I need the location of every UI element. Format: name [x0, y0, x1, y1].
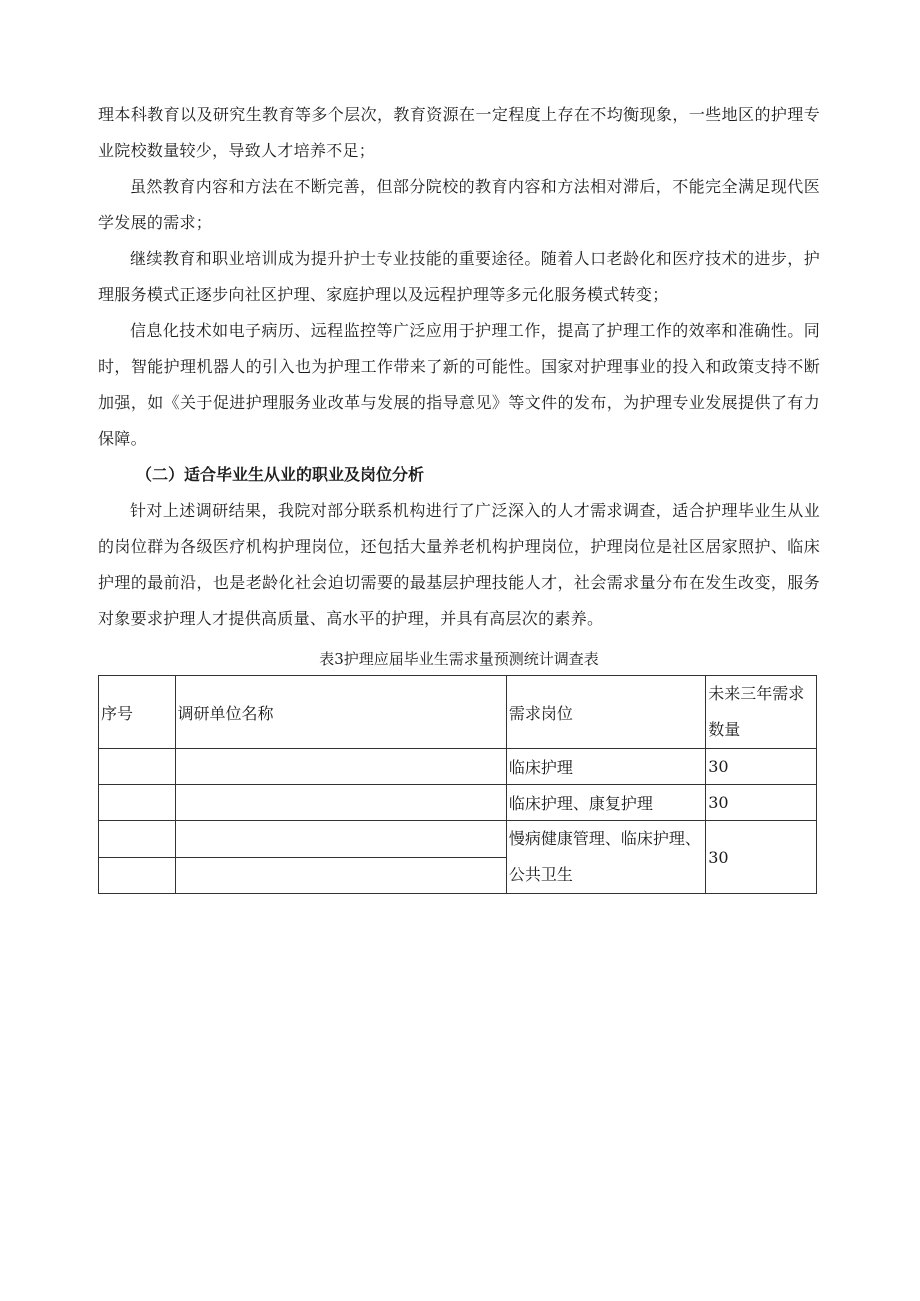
- cell-post: 慢病健康管理、临床护理、公共卫生: [506, 821, 705, 894]
- paragraph-continuing-education: 继续教育和职业培训成为提升护士专业技能的重要途径。随着人口老龄化和医疗技术的进步，护理服务模式正逐步向社区护理、家庭护理以及远程护理等多元化服务模式转变；: [98, 249, 820, 304]
- cell-quantity: 30: [706, 785, 817, 821]
- cell-quantity: 30: [706, 821, 817, 894]
- header-no: 序号: [99, 676, 176, 749]
- cell-unit-name: [175, 785, 506, 821]
- cell-no: [99, 749, 176, 785]
- cell-post: 临床护理、康复护理: [506, 785, 705, 821]
- table-row: [99, 749, 817, 785]
- paragraph-education-levels: 理本科教育以及研究生教育等多个层次，教育资源在一定程度上存在不均衡现象，一些地区的护理专业院校数量较少，导致人才培养不足；: [98, 105, 820, 160]
- table-row: [99, 785, 817, 821]
- header-post: 需求岗位: [506, 676, 705, 749]
- paragraph-survey-results: 针对上述调研结果，我院对部分联系机构进行了广泛深入的人才需求调查，适合护理毕业生从业的岗位群为各级医疗机构护理岗位，还包括大量养老机构护理岗位，护理岗位是社区居家照护、临床护理的最前沿，也是老龄化社会迫切需要的最基层护理技能人才，社会需求量分布在发生改变，服务对象要求护理人才提供高质量、高水平的护理，并具有高层次的素养。: [98, 501, 820, 628]
- cell-quantity: 30: [706, 749, 817, 785]
- header-unit-name: 调研单位名称: [175, 676, 506, 749]
- cell-unit-name: [175, 857, 506, 894]
- paragraph-informatization: 信息化技术如电子病历、远程监控等广泛应用于护理工作，提高了护理工作的效率和准确性。同时，智能护理机器人的引入也为护理工作带来了新的可能性。国家对护理事业的投入和政策支持不断加强，如《关于促进护理服务业改革与发展的指导意见》等文件的发布，为护理专业发展提供了有力保障。: [98, 321, 820, 448]
- paragraph-education-content: 虽然教育内容和方法在不断完善，但部分院校的教育内容和方法相对滞后，不能完全满足现代医学发展的需求；: [98, 177, 820, 232]
- cell-post: 临床护理: [506, 749, 705, 785]
- document-page: [98, 97, 820, 894]
- cell-unit-name: [175, 749, 506, 785]
- table-row: [99, 821, 817, 858]
- cell-unit-name: [175, 821, 506, 858]
- cell-no: [99, 857, 176, 894]
- cell-no: [99, 785, 176, 821]
- table-caption: 表3护理应届毕业生需求量预测统计调查表: [319, 650, 599, 668]
- demand-survey-table: [98, 675, 817, 894]
- section-heading: （二）适合毕业生从业的职业及岗位分析: [136, 465, 425, 484]
- header-demand-quantity: 未来三年需求数量: [706, 676, 817, 749]
- table-header-row: [99, 676, 817, 749]
- cell-no: [99, 821, 176, 858]
